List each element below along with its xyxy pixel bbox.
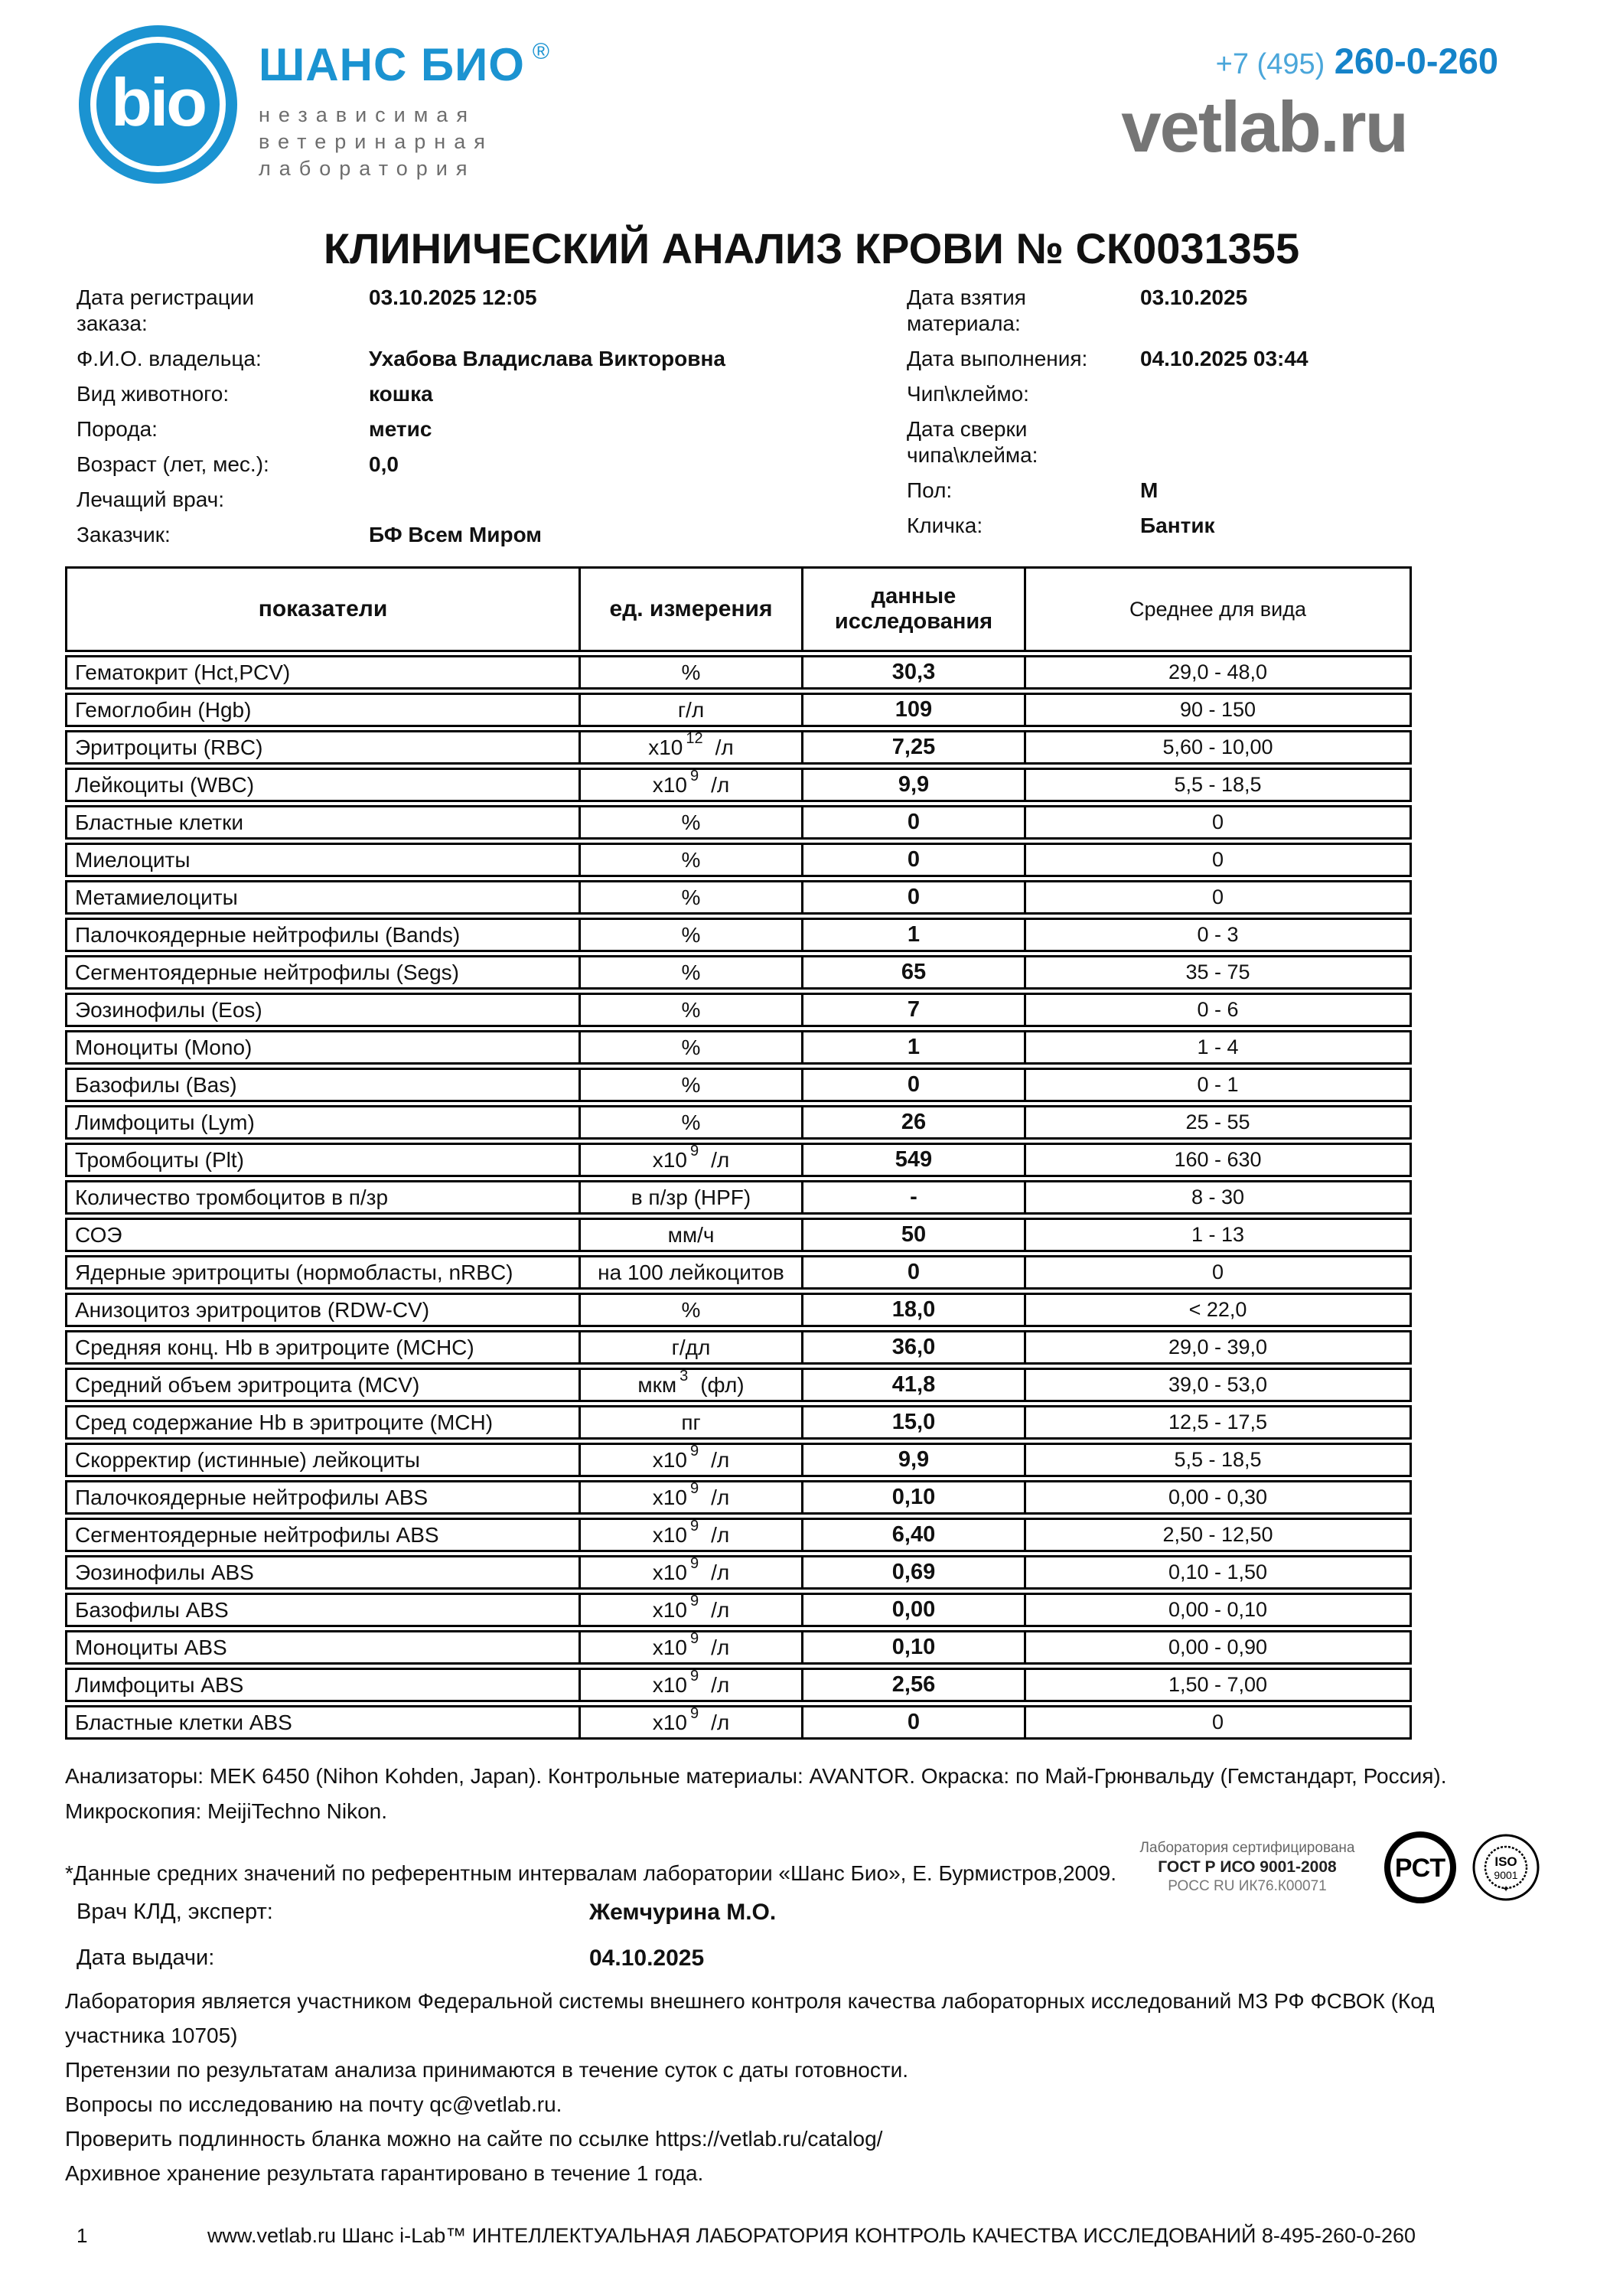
info-label: Порода:: [77, 417, 158, 441]
result-value: 36,0: [801, 1332, 1024, 1362]
info-label: Заказчик:: [77, 523, 171, 546]
unit-cell: [578, 1520, 801, 1550]
result-value: -: [801, 1182, 1024, 1212]
certification-block: [1125, 1828, 1541, 1907]
result-value: 30,3: [801, 657, 1024, 687]
table-header-row: [65, 566, 1412, 652]
info-row: [907, 478, 1519, 504]
info-label: Вид животного:: [77, 382, 230, 406]
unit-superscript: 9: [689, 1630, 699, 1647]
unit-superscript: 9: [689, 1705, 699, 1722]
unit-base: х10: [652, 1560, 687, 1584]
certification-line: Лаборатория сертифицирована: [1139, 1840, 1355, 1856]
rst-certification-stamp-icon: [1380, 1828, 1460, 1907]
info-row: [77, 416, 857, 442]
unit-base: х10: [652, 1522, 687, 1547]
footer-note-archive: Архивное хранение результата гарантировано в течение 1 года.: [65, 2161, 704, 2185]
indicator-name: Гематокрит (Hct,PCV): [75, 660, 291, 684]
unit-base: мм/ч: [667, 1222, 715, 1247]
unit-cell: [578, 1370, 801, 1400]
unit-tail: /л: [711, 1147, 730, 1172]
brand-subtitle: [259, 102, 549, 182]
svg-text:ISO: ISO: [1494, 1854, 1517, 1869]
table-row: [65, 1443, 1412, 1477]
doctor-label: Врач КЛД, эксперт:: [77, 1900, 273, 1924]
table-row: [65, 1143, 1412, 1177]
unit-tail: /л: [711, 1485, 730, 1509]
unit-base: %: [681, 847, 701, 872]
unit-base: %: [681, 997, 701, 1022]
table-row: [65, 1668, 1412, 1702]
unit-cell: [578, 1332, 801, 1362]
indicator-name: Палочкоядерные нейтрофилы ABS: [75, 1485, 429, 1509]
indicator-name: Средний объем эритроцита (MCV): [75, 1372, 420, 1397]
result-value: 6,40: [801, 1520, 1024, 1550]
unit-cell: [578, 845, 801, 875]
info-row: [77, 522, 857, 548]
footer-note-verify: Проверить подлинность бланка можно на сайте по ссылке https://vetlab.ru/catalog/: [65, 2127, 883, 2151]
reference-range: 1 - 13: [1024, 1220, 1410, 1250]
unit-base: %: [681, 885, 701, 909]
unit-base: %: [681, 660, 701, 684]
unit-cell: [578, 1707, 801, 1737]
unit-tail: /л: [711, 772, 730, 797]
table-row: [65, 1255, 1412, 1290]
unit-base: х10: [648, 735, 683, 759]
reference-range: 0 - 1: [1024, 1070, 1410, 1100]
reference-range: 29,0 - 39,0: [1024, 1332, 1410, 1362]
info-value: Бантик: [1140, 514, 1215, 537]
indicator-name: Моноциты ABS: [75, 1635, 227, 1659]
reference-range: 35 - 75: [1024, 957, 1410, 987]
column-header-result: данные исследования: [801, 569, 1024, 650]
unit-cell: [578, 770, 801, 800]
subtitle-line: независимая: [259, 103, 476, 126]
table-row: [65, 1293, 1412, 1327]
certification-standard: ГОСТ Р ИСО 9001-2008: [1158, 1858, 1337, 1876]
unit-tail: /л: [711, 1447, 730, 1472]
indicator-name: Гемоглобин (Hgb): [75, 697, 252, 722]
info-value: 0,0: [369, 452, 399, 476]
info-label: Лечащий врач:: [77, 488, 225, 511]
info-value: БФ Всем Миром: [369, 523, 543, 546]
footer-note-questions: Вопросы по исследованию на почту qc@vetlab.ru.: [65, 2092, 562, 2116]
indicator-name: Тромбоциты (Plt): [75, 1147, 244, 1172]
info-row: [907, 285, 1519, 337]
table-row: [65, 880, 1412, 915]
result-value: 15,0: [801, 1407, 1024, 1437]
unit-base: %: [681, 1035, 701, 1059]
table-row: [65, 1705, 1412, 1740]
table-body: [65, 655, 1412, 1740]
logo-ring: [90, 37, 226, 172]
logo-bio-text: bio: [111, 64, 205, 140]
indicator-name: Ядерные эритроциты (нормобласты, nRBC): [75, 1260, 513, 1284]
unit-cell: [578, 1182, 801, 1212]
indicator-name: Анизоцитоз эритроцитов (RDW-CV): [75, 1297, 430, 1322]
result-value: 0,00: [801, 1595, 1024, 1625]
result-value: 9,9: [801, 770, 1024, 800]
table-row: [65, 805, 1412, 840]
indicator-name: Эритроциты (RBC): [75, 735, 263, 759]
unit-tail: (фл): [700, 1372, 745, 1397]
reference-range: 2,50 - 12,50: [1024, 1520, 1410, 1550]
table-row: [65, 1593, 1412, 1627]
indicator-name: Палочкоядерные нейтрофилы (Bands): [75, 922, 461, 947]
reference-range: 12,5 - 17,5: [1024, 1407, 1410, 1437]
info-label: Пол:: [907, 478, 953, 502]
indicator-name: Бластные клетки: [75, 810, 243, 834]
indicator-name: Метамиелоциты: [75, 885, 238, 909]
issue-date-row: [77, 1945, 1071, 1971]
unit-base: на 100 лейкоцитов: [598, 1260, 784, 1284]
unit-cell: [578, 1670, 801, 1700]
unit-cell: [578, 1595, 801, 1625]
unit-cell: [578, 807, 801, 837]
indicator-name: Эозинофилы ABS: [75, 1560, 254, 1584]
table-row: [65, 768, 1412, 802]
issue-date-value: 04.10.2025: [589, 1945, 705, 1971]
unit-superscript: 9: [689, 1668, 699, 1684]
reference-range: 0,00 - 0,10: [1024, 1595, 1410, 1625]
result-value: 0: [801, 882, 1024, 912]
indicator-name: Средняя конц. Hb в эритроците (MCHC): [75, 1335, 474, 1359]
table-row: [65, 1218, 1412, 1252]
table-row: [65, 1480, 1412, 1515]
reference-range: 0 - 6: [1024, 995, 1410, 1025]
unit-superscript: 9: [689, 1443, 699, 1459]
subtitle-line: ветеринарная: [259, 130, 494, 153]
brand-name: ШАНС БИО: [259, 39, 525, 90]
reference-range: 90 - 150: [1024, 695, 1410, 725]
result-value: 0,10: [801, 1632, 1024, 1662]
footer-notes: [65, 1984, 1504, 2190]
footer-note-fsvok: Лаборатория является участником Федеральной системы внешнего контроля качества лабораторных исследований МЗ РФ ФСВОК (Код участника 10705): [65, 1989, 1435, 2047]
result-value: 549: [801, 1145, 1024, 1175]
registered-trademark-icon: ®: [532, 39, 549, 64]
unit-cell: [578, 1107, 801, 1137]
reference-range: 0,00 - 0,90: [1024, 1632, 1410, 1662]
reference-range: < 22,0: [1024, 1295, 1410, 1325]
indicator-name: Скорректир (истинные) лейкоциты: [75, 1447, 420, 1472]
table-row: [65, 955, 1412, 990]
unit-superscript: 9: [689, 1143, 699, 1159]
table-row: [65, 655, 1412, 690]
table-row: [65, 1180, 1412, 1215]
unit-base: х10: [652, 1635, 687, 1659]
reference-range: 0 - 3: [1024, 920, 1410, 950]
unit-base: пг: [681, 1410, 701, 1434]
signature-block: [77, 1900, 1071, 1991]
result-value: 0,69: [801, 1557, 1024, 1587]
column-header-reference: Среднее для вида: [1024, 569, 1410, 650]
info-value: [1140, 381, 1519, 407]
footer-note-claims: Претензии по результатам анализа принимаются в течение суток с даты готовности.: [65, 2058, 909, 2082]
unit-base: %: [681, 1110, 701, 1134]
indicator-name: Базофилы ABS: [75, 1597, 229, 1622]
table-row: [65, 1105, 1412, 1140]
unit-superscript: 12: [686, 730, 703, 747]
svg-text:✦: ✦: [1501, 1883, 1511, 1894]
reference-range: 5,5 - 18,5: [1024, 770, 1410, 800]
unit-cell: [578, 1220, 801, 1250]
info-row: [77, 346, 857, 372]
indicator-name: Бластные клетки ABS: [75, 1710, 292, 1734]
unit-cell: [578, 657, 801, 687]
phone-block: [1216, 40, 1498, 82]
info-row: [907, 416, 1519, 468]
unit-superscript: 9: [689, 1480, 699, 1497]
info-value: М: [1140, 478, 1159, 502]
unit-cell: [578, 1070, 801, 1100]
unit-base: х10: [652, 1485, 687, 1509]
unit-superscript: 9: [689, 1555, 699, 1572]
reference-range: 8 - 30: [1024, 1182, 1410, 1212]
unit-cell: [578, 732, 801, 762]
reference-range: 1,50 - 7,00: [1024, 1670, 1410, 1700]
result-value: 65: [801, 957, 1024, 987]
reference-range: 29,0 - 48,0: [1024, 657, 1410, 687]
indicator-name: Эозинофилы (Eos): [75, 997, 262, 1022]
result-value: 0: [801, 807, 1024, 837]
indicator-name: СОЭ: [75, 1222, 122, 1247]
unit-cell: [578, 995, 801, 1025]
unit-base: х10: [652, 1447, 687, 1472]
table-row: [65, 1068, 1412, 1102]
result-value: 0: [801, 1257, 1024, 1287]
unit-superscript: 9: [689, 1518, 699, 1534]
info-row: [907, 381, 1519, 407]
unit-superscript: 9: [689, 1593, 699, 1609]
unit-cell: [578, 1032, 801, 1062]
table-row: [65, 1368, 1412, 1402]
unit-cell: [578, 1632, 801, 1662]
unit-base: в п/зр (HPF): [631, 1185, 751, 1209]
unit-base: х10: [652, 1672, 687, 1697]
indicator-name: Миелоциты: [75, 847, 191, 872]
unit-superscript: 3: [680, 1368, 689, 1384]
unit-base: %: [681, 960, 701, 984]
info-value: [1140, 416, 1519, 468]
reference-range: 5,60 - 10,00: [1024, 732, 1410, 762]
table-row: [65, 1330, 1412, 1365]
unit-superscript: 9: [689, 768, 699, 784]
phone-number: 260-0-260: [1334, 41, 1498, 81]
unit-cell: [578, 1295, 801, 1325]
analyzers-note: Анализаторы: MEK 6450 (Nihon Kohden, Japan). Контрольные материалы: AVANTOR. Окраска: по Май-Грюнвальду (Гемстандарт, Россия). Микроскопия: MeijiTechno Nikon.: [65, 1764, 1447, 1823]
info-value: 04.10.2025 03:44: [1140, 347, 1309, 370]
indicator-name: Базофилы (Bas): [75, 1072, 237, 1097]
table-row: [65, 1630, 1412, 1665]
result-value: 109: [801, 695, 1024, 725]
unit-base: %: [681, 922, 701, 947]
table-row: [65, 1518, 1412, 1552]
info-label: Чип\клеймо:: [907, 382, 1029, 406]
info-row: [77, 381, 857, 407]
info-row: [77, 487, 857, 513]
reference-source-note: *Данные средних значений по референтным интервалам лаборатории «Шанс Био», Е. Бурмистров,2009.: [65, 1861, 1117, 1885]
reference-range: 0: [1024, 845, 1410, 875]
result-value: 0: [801, 1070, 1024, 1100]
unit-cell: [578, 1145, 801, 1175]
reference-range: 160 - 630: [1024, 1145, 1410, 1175]
unit-base: %: [681, 1072, 701, 1097]
result-value: 50: [801, 1220, 1024, 1250]
table-row: [65, 693, 1412, 727]
unit-tail: /л: [711, 1597, 730, 1622]
doctor-row: [77, 1900, 1071, 1926]
unit-tail: /л: [711, 1522, 730, 1547]
unit-base: х10: [652, 1597, 687, 1622]
unit-tail: /л: [711, 1672, 730, 1697]
subtitle-line: лаборатория: [259, 157, 476, 180]
indicator-name: Сред содержание Hb в эритроците (MCH): [75, 1410, 494, 1434]
page-number: 1: [77, 2224, 88, 2247]
table-row: [65, 730, 1412, 765]
column-header-unit: ед. измерения: [578, 569, 801, 650]
result-value: 0: [801, 845, 1024, 875]
result-value: 0: [801, 1707, 1024, 1737]
info-label: Дата выполнения:: [907, 347, 1088, 370]
result-value: 41,8: [801, 1370, 1024, 1400]
reference-range: 0,00 - 0,30: [1024, 1482, 1410, 1512]
reference-range: 39,0 - 53,0: [1024, 1370, 1410, 1400]
indicator-name: Лимфоциты (Lym): [75, 1110, 255, 1134]
table-row: [65, 918, 1412, 952]
info-value: кошка: [369, 382, 433, 406]
table-row: [65, 843, 1412, 877]
info-label: Возраст (лет, мес.):: [77, 452, 269, 476]
document-title: КЛИНИЧЕСКИЙ АНАЛИЗ КРОВИ № СК0031355: [323, 224, 1300, 272]
info-value: 03.10.2025: [1140, 285, 1248, 309]
table-row: [65, 993, 1412, 1027]
result-value: 7: [801, 995, 1024, 1025]
info-value: метис: [369, 417, 432, 441]
column-header-indicator: показатели: [258, 596, 388, 621]
patient-info-left-column: [77, 285, 857, 557]
brand-block: [259, 38, 549, 182]
unit-cell: [578, 1407, 801, 1437]
unit-base: х10: [652, 772, 687, 797]
svg-text:9001: 9001: [1494, 1869, 1518, 1881]
result-value: 2,56: [801, 1670, 1024, 1700]
result-value: 0,10: [801, 1482, 1024, 1512]
indicator-name: Моноциты (Mono): [75, 1035, 253, 1059]
info-value: [369, 487, 857, 513]
unit-cell: [578, 695, 801, 725]
unit-base: х10: [652, 1710, 687, 1734]
reference-range: 5,5 - 18,5: [1024, 1445, 1410, 1475]
unit-cell: [578, 1445, 801, 1475]
unit-tail: /л: [711, 1635, 730, 1659]
unit-tail: /л: [711, 1710, 730, 1734]
reference-range: 0: [1024, 882, 1410, 912]
unit-tail: /л: [711, 1560, 730, 1584]
info-row: [77, 285, 857, 337]
result-value: 9,9: [801, 1445, 1024, 1475]
result-value: 7,25: [801, 732, 1024, 762]
indicator-name: Лейкоциты (WBC): [75, 772, 255, 797]
reference-range: 25 - 55: [1024, 1107, 1410, 1137]
reference-range: 0: [1024, 1707, 1410, 1737]
info-row: [907, 346, 1519, 372]
indicator-name: Сегментоядерные нейтрофилы ABS: [75, 1522, 439, 1547]
reference-range: 1 - 4: [1024, 1032, 1410, 1062]
info-label: Кличка:: [907, 514, 983, 537]
certification-text: [1125, 1840, 1370, 1895]
reference-range: 0,10 - 1,50: [1024, 1557, 1410, 1587]
bottom-footer-line: www.vetlab.ru Шанс i-Lab™ ИНТЕЛЛЕКТУАЛЬНАЯ ЛАБОРАТОРИЯ КОНТРОЛЬ КАЧЕСТВА ИССЛЕДОВАНИЙ 8-495-260-0-260: [207, 2224, 1416, 2247]
certification-number: РОСС RU ИК76.К00071: [1168, 1878, 1327, 1894]
info-value: 03.10.2025 12:05: [369, 285, 537, 309]
unit-cell: [578, 1257, 801, 1287]
table-row: [65, 1405, 1412, 1440]
unit-tail: /л: [715, 735, 734, 759]
info-value: Ухабова Владислава Викторовна: [369, 347, 725, 370]
result-value: 18,0: [801, 1295, 1024, 1325]
unit-base: х10: [652, 1147, 687, 1172]
phone-prefix: +7 (495): [1215, 48, 1325, 80]
svg-text:РСТ: РСТ: [1394, 1854, 1446, 1883]
result-value: 1: [801, 1032, 1024, 1062]
issue-date-label: Дата выдачи:: [77, 1945, 215, 1970]
reference-range: 0: [1024, 807, 1410, 837]
results-table: [65, 566, 1412, 1740]
unit-base: г/дл: [671, 1335, 711, 1359]
indicator-name: Количество тромбоцитов в п/зр: [75, 1185, 389, 1209]
unit-base: мкм: [637, 1372, 677, 1397]
shans-bio-logo: [79, 25, 237, 184]
unit-cell: [578, 1482, 801, 1512]
indicator-name: Лимфоциты ABS: [75, 1672, 244, 1697]
table-row: [65, 1555, 1412, 1590]
patient-info-right-column: [907, 285, 1519, 548]
result-value: 1: [801, 920, 1024, 950]
iso-9001-stamp-icon: [1471, 1832, 1541, 1903]
unit-cell: [578, 920, 801, 950]
table-row: [65, 1030, 1412, 1065]
reference-range: 0: [1024, 1257, 1410, 1287]
unit-cell: [578, 882, 801, 912]
doctor-name: Жемчурина М.О.: [589, 1900, 777, 1925]
result-value: 26: [801, 1107, 1024, 1137]
info-row: [907, 513, 1519, 539]
info-label: Дата регистрации заказа:: [77, 285, 255, 335]
unit-base: %: [681, 1297, 701, 1322]
unit-cell: [578, 1557, 801, 1587]
info-row: [77, 452, 857, 478]
info-label: Дата взятия материала:: [907, 285, 1026, 335]
unit-cell: [578, 957, 801, 987]
website-url: vetlab.ru: [1121, 86, 1407, 167]
unit-base: г/л: [677, 697, 705, 722]
info-label: Ф.И.О. владельца:: [77, 347, 262, 370]
indicator-name: Сегментоядерные нейтрофилы (Segs): [75, 960, 459, 984]
info-label: Дата сверки чипа\клейма:: [907, 417, 1038, 467]
unit-base: %: [681, 810, 701, 834]
